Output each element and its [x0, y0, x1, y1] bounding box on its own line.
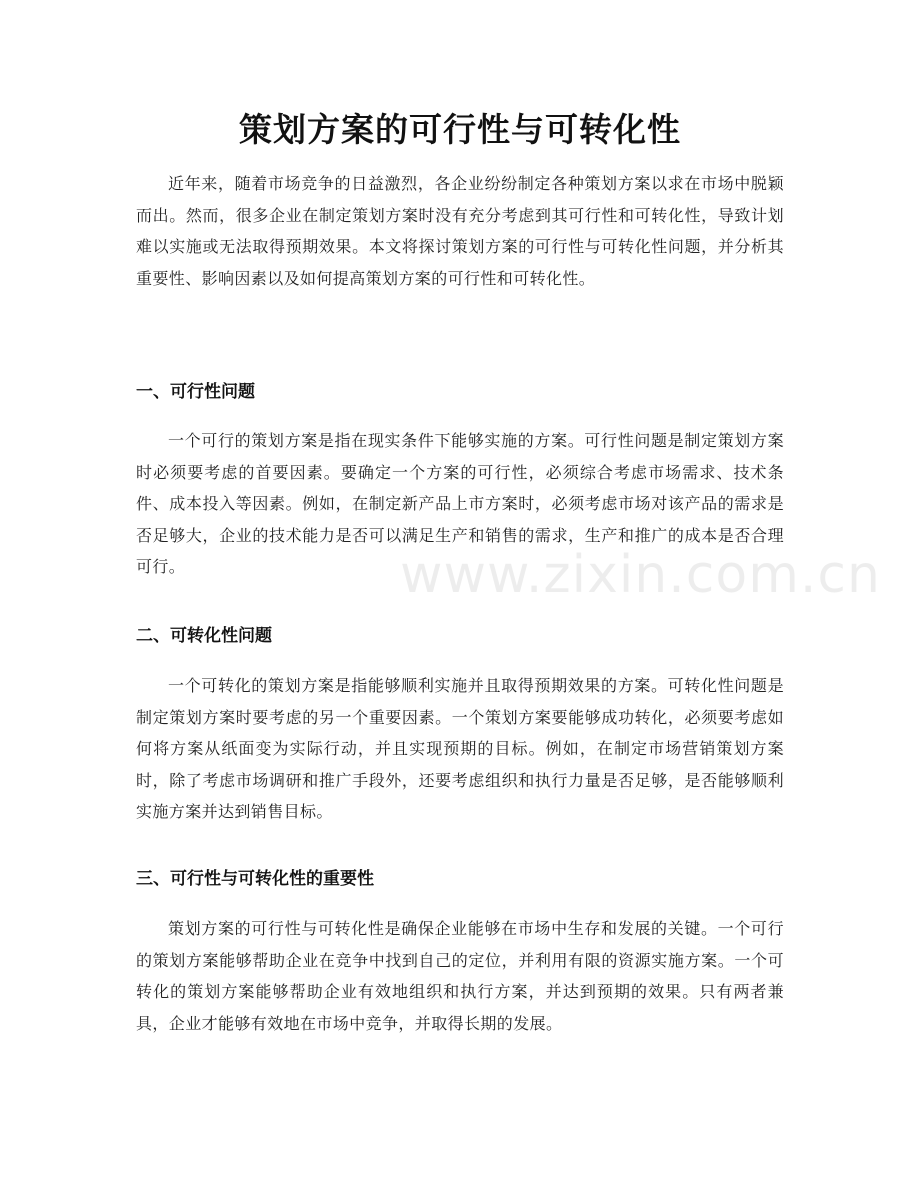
section-body-1: 一个可行的策划方案是指在现实条件下能够实施的方案。可行性问题是制定策划方案时必须要考虑的首要因素。要确定一个方案的可行性，必须综合考虑市场需求、技术条件、成本投入等因素。例如，在制定新产品上市方案时，必须考虑市场对该产品的需求是否足够大，企业的技术能力是否可以满足生产和销售的需求，生产和推广的成本是否合理可行。	[136, 431, 784, 577]
watermark: www.zixin.com.cn	[400, 545, 881, 605]
intro-paragraph: 近年来，随着市场竞争的日益激烈，各企业纷纷制定各种策划方案以求在市场中脱颖而出。然而，很多企业在制定策划方案时没有充分考虑到其可行性和可转化性，导致计划难以实施或无法取得预期效果。本文将探讨策划方案的可行性与可转化性问题，并分析其重要性、影响因素以及如何提高策划方案的可行性和可转化性。	[136, 174, 784, 288]
section-heading-1: 一、可行性问题	[136, 382, 255, 402]
section-body-3: 策划方案的可行性与可转化性是确保企业能够在市场中生存和发展的关键。一个可行的策划方案能够帮助企业在竞争中找到自己的定位，并利用有限的资源实施方案。一个可转化的策划方案能够帮助企业有效地组织和执行方案，并达到预期的效果。只有两者兼具，企业才能够有效地在市场中竞争，并取得长期的发展。	[136, 919, 784, 1033]
document-title: 策划方案的可行性与可转化性	[239, 110, 681, 149]
section-heading-2: 二、可转化性问题	[136, 626, 272, 646]
section-body-2: 一个可转化的策划方案是指能够顺利实施并且取得预期效果的方案。可转化性问题是制定策划方案时要考虑的另一个重要因素。一个策划方案要能够成功转化，必须要考虑如何将方案从纸面变为实际行动，并且实现预期的目标。例如，在制定市场营销策划方案时，除了考虑市场调研和推广手段外，还要考虑组织和执行力量是否足够，是否能够顺利实施方案并达到销售目标。	[136, 676, 784, 822]
section-heading-3: 三、可行性与可转化性的重要性	[136, 869, 374, 889]
